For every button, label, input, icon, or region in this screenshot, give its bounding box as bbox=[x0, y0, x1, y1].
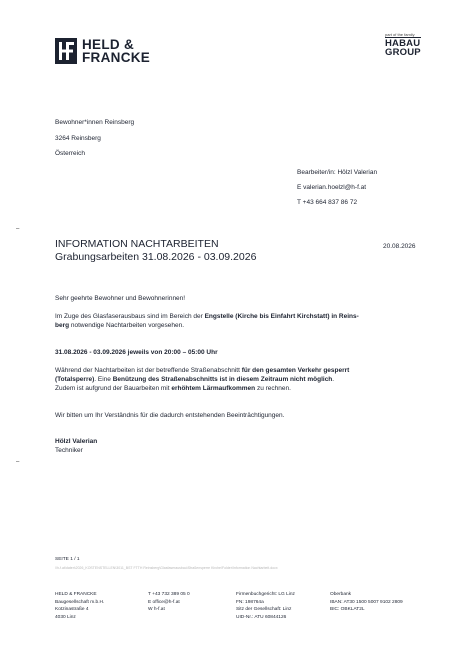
p2-text-b: . Eine bbox=[94, 376, 113, 383]
p2-text-c: . bbox=[332, 376, 335, 383]
contact-phone[interactable]: T +43 664 837 86 72 bbox=[297, 199, 358, 206]
p1-text-b: notwendige Nachtarbeiten vorgesehen. bbox=[69, 322, 185, 329]
contact-email[interactable]: E valerian.hoelzl@h-f.at bbox=[297, 184, 367, 191]
logo-line-1: HELD & bbox=[82, 37, 135, 52]
p2-text-a: Während der Nachtarbeiten ist der betreffende Straßenabschnitt bbox=[55, 367, 242, 374]
contact-handler: Bearbeiter/in: Hölzl Valerian bbox=[297, 169, 378, 176]
habau-line-1: HABAU bbox=[385, 38, 421, 49]
footer-seat: Sitz der Gesellschaft: Linz bbox=[236, 607, 292, 612]
footer-email[interactable]: E office@h-f.at bbox=[148, 599, 180, 605]
held-francke-logo-text bbox=[82, 38, 150, 64]
habau-group-logo bbox=[385, 32, 421, 57]
footer-bank bbox=[330, 591, 403, 614]
footer-court: Firmenbuchgericht: LG Linz bbox=[236, 592, 295, 597]
footer-uid: UID-Nr.: ATU 60844126 bbox=[236, 614, 287, 620]
p2-text-d: Zudem ist aufgrund der Bauarbeiten mit bbox=[55, 385, 172, 392]
p2-bold-d: erhöhtem Lärmaufkommen bbox=[171, 385, 256, 392]
p2-text-e: zu rechnen. bbox=[255, 385, 291, 392]
footer-city: 4030 Linz bbox=[55, 614, 76, 620]
period-text: 31.08.2026 - 03.09.2026 jeweils von 20:00 – 05:00 Uhr bbox=[55, 349, 218, 356]
p2-bold-b: (Totalsperre) bbox=[55, 376, 95, 383]
p2-bold-a: für den gesamten Verkehr gesperrt bbox=[241, 367, 350, 374]
fold-mark-bottom: – bbox=[16, 459, 20, 465]
signer-role: Techniker bbox=[55, 447, 83, 454]
footer-contact bbox=[148, 591, 190, 614]
fold-mark-top: – bbox=[16, 226, 20, 232]
footer-iban: IBAN: AT30 1500 5007 9102 2809 bbox=[330, 599, 403, 605]
recipient-address bbox=[55, 118, 134, 165]
p1-text-a: Im Zuge des Glasfaserausbaus sind im Bereich der bbox=[55, 313, 205, 320]
closing: Wir bitten um Ihr Verständnis für die dadurch entstehenden Beeinträchtigungen. bbox=[55, 412, 285, 419]
footer-bank-name: Oberbank bbox=[330, 592, 352, 597]
footer-fn: FN: 198764a bbox=[236, 599, 264, 605]
letter-title: INFORMATION NACHTARBEITEN bbox=[55, 238, 219, 250]
footer-company-name: HELD & FRANCKE bbox=[55, 592, 97, 597]
p1-bold-a: Engstelle (Kirche bis Einfahrt Kirchstatt) in Reins- bbox=[204, 313, 359, 320]
letter-date: 20.08.2026 bbox=[383, 243, 416, 250]
letter-subtitle: Grabungsarbeiten 31.08.2026 - 03.09.2026 bbox=[55, 251, 257, 263]
signer-name: Hölzl Valerian bbox=[55, 438, 98, 445]
footer-registry bbox=[236, 591, 295, 621]
signature-block bbox=[55, 437, 415, 455]
period bbox=[55, 348, 415, 357]
paragraph-1 bbox=[55, 312, 415, 330]
habau-line-2: GROUP bbox=[385, 47, 421, 58]
p1-bold-b: berg bbox=[55, 322, 70, 329]
recipient-country: Österreich bbox=[55, 150, 85, 157]
paragraph-2 bbox=[55, 366, 415, 393]
footer-phone: T +43 732 389 05 0 bbox=[148, 592, 190, 597]
footer-company-type: Baugesellschaft m.b.H. bbox=[55, 599, 105, 605]
recipient-name: Bewohner*innen Reinsberg bbox=[55, 119, 135, 126]
footer-company bbox=[55, 591, 104, 621]
letter-heading bbox=[55, 238, 256, 264]
footer-bic: BIC: OBKLAT2L bbox=[330, 607, 365, 612]
file-path: \\h-f.at\daten\2026_KOSTENSTELLEN\3011_BST FTTH Reinsberg\Glasfaserausbau\Straßensperre Kirche\Folder\Information Nachtarbeit.docx bbox=[55, 566, 278, 570]
held-francke-logo-mark bbox=[55, 38, 77, 64]
footer-web[interactable]: W h-f.at bbox=[148, 607, 165, 612]
footer-street: Kotzinastraße 4 bbox=[55, 607, 89, 612]
page-number: SEITE 1 / 1 bbox=[55, 557, 80, 562]
habau-tagline: part of the family bbox=[385, 32, 415, 37]
logo-line-2: FRANCKE bbox=[82, 50, 151, 65]
p2-bold-c: Benützung des Straßenabschnitts ist in diesem Zeitraum nicht möglich bbox=[112, 376, 333, 383]
recipient-city: 3264 Reinsberg bbox=[55, 134, 101, 142]
greeting: Sehr geehrte Bewohner und Bewohnerinnen! bbox=[55, 295, 186, 302]
contact-block bbox=[297, 168, 377, 213]
